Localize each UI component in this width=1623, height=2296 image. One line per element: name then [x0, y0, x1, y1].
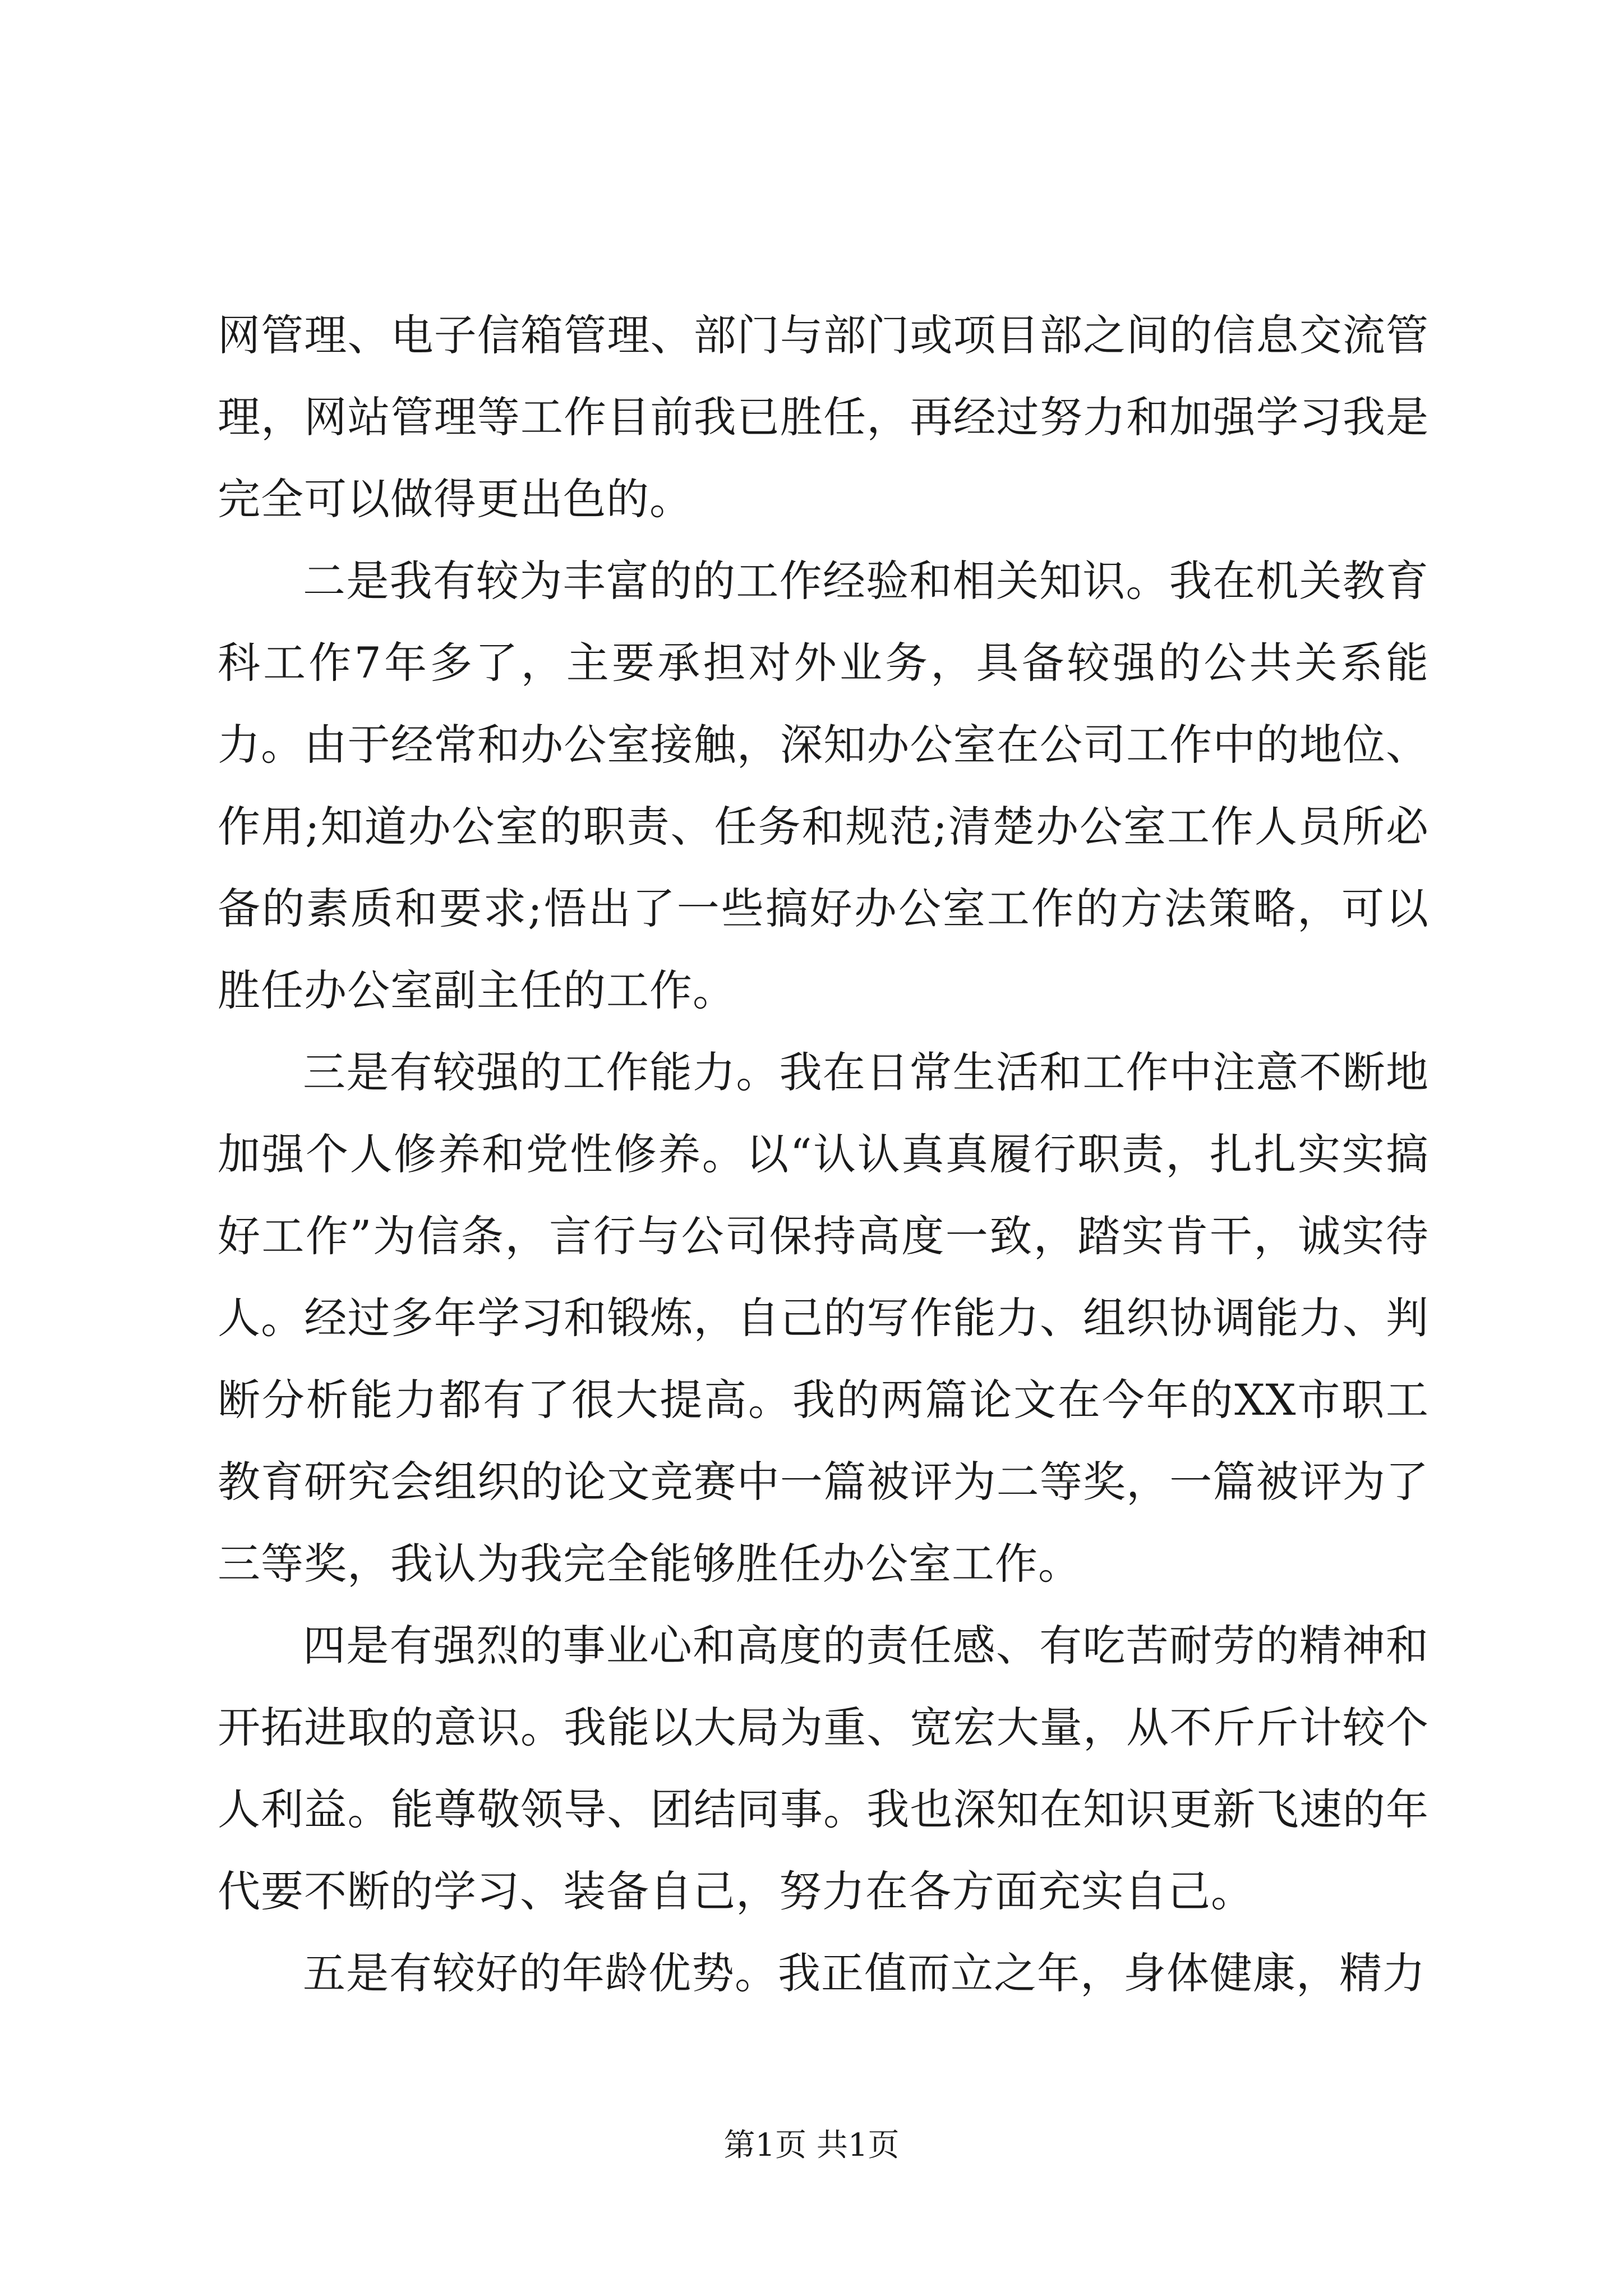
paragraph-continuation: 网管理、电子信箱管理、部门与部门或项目部之间的信息交流管理，网站管理等工作目前我已胜任，再经过努力和加强学习我是完全可以做得更出色的。: [218, 310, 1429, 524]
document-body: [218, 295, 1429, 2014]
paragraph-responsibility: 四是有强烈的事业心和高度的责任感、有吃苦耐劳的精神和开拓进取的意识。我能以大局为重、宽宏大量，从不斤斤计较个人利益。能尊敬领导、团结同事。我也深知在知识更新飞速的年代要不断的学习、装备自己，努力在各方面充实自己。: [218, 1621, 1429, 1916]
page-footer: 第1页 共1页: [723, 2127, 900, 2164]
paragraph-age-advantage: 五是有较好的年龄优势。我正值而立之年，身体健康，精力: [303, 1948, 1426, 1998]
paragraph-experience: 二是我有较为丰富的的工作经验和相关知识。我在机关教育科工作7年多了，主要承担对外业务，具备较强的公共关系能力。由于经常和办公室接触，深知办公室在公司工作中的地位、作用;知道办公室的职责、任务和规范;清楚办公室工作人员所必备的素质和要求;悟出了一些搞好办公室工作的方法策略，可以胜任办公室副主任的工作。: [218, 556, 1429, 1015]
paragraph-ability: 三是有较强的工作能力。我在日常生活和工作中注意不断地加强个人修养和党性修养。以“认认真真履行职责，扎扎实实搞好工作”为信条，言行与公司保持高度一致，踏实肯干，诚实待人。经过多年学习和锻炼，自己的写作能力、组织协调能力、判断分析能力都有了很大提高。我的两篇论文在今年的XX市职工教育研究会组织的论文竞赛中一篇被评为二等奖，一篇被评为了三等奖，我认为我完全能够胜任办公室工作。: [218, 1047, 1429, 1589]
